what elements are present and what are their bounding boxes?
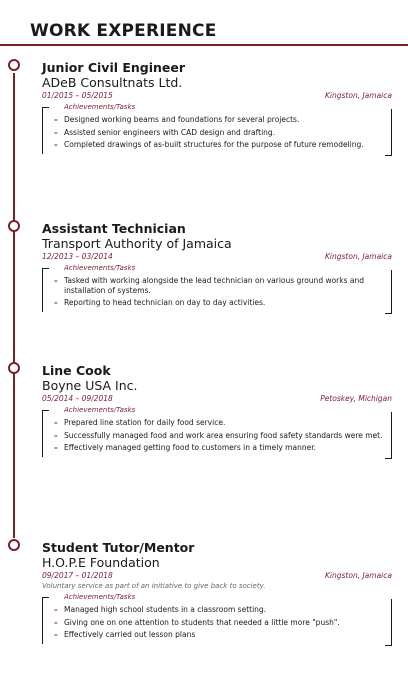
bracket-right xyxy=(385,412,392,459)
task-text: Designed working beams and foundations for several projects. xyxy=(64,115,300,124)
location: Petoskey, Michigan xyxy=(320,394,392,403)
entry-note: Voluntary service as part of an initiative to give back to society. xyxy=(42,582,266,590)
achievements-label: Achievements/Tasks xyxy=(64,406,136,414)
achievements-box xyxy=(42,406,392,457)
experience-entry xyxy=(42,540,392,644)
experience-entry xyxy=(42,363,392,457)
date-range: 12/2013 – 03/2014 xyxy=(42,252,113,261)
task-text: Prepared line station for daily food service. xyxy=(64,418,226,427)
experience-entry xyxy=(42,221,392,312)
task-item xyxy=(54,605,384,615)
date-range: 01/2015 – 05/2015 xyxy=(42,91,113,100)
task-text: Tasked with working alongside the lead technician on various ground works and installation of systems. xyxy=(64,276,365,295)
bracket-left xyxy=(42,268,49,312)
date-range: 05/2014 – 09/2018 xyxy=(42,394,113,403)
employer: Boyne USA Inc. xyxy=(42,378,138,393)
achievements-label: Achievements/Tasks xyxy=(64,103,136,111)
task-text: Managed high school students in a classroom setting. xyxy=(64,605,267,614)
location: Kingston, Jamaica xyxy=(325,252,392,261)
dash-bullet: – xyxy=(54,430,58,440)
dash-bullet: – xyxy=(54,298,58,307)
task-item xyxy=(54,140,384,150)
task-item xyxy=(54,443,384,453)
task-text: Reporting to head technician on day to day activities. xyxy=(64,298,266,307)
dash-bullet: – xyxy=(54,115,58,124)
task-text: Assisted senior engineers with CAD design and drafting. xyxy=(64,127,276,137)
bracket-right xyxy=(385,270,392,314)
achievements-label: Achievements/Tasks xyxy=(64,593,136,601)
task-text: Giving one on one attention to students that needed a little more "push". xyxy=(64,617,340,627)
dash-bullet: – xyxy=(54,443,58,452)
task-item xyxy=(54,431,384,441)
location: Kingston, Jamaica xyxy=(325,571,392,580)
bracket-right xyxy=(385,109,392,156)
timeline-line xyxy=(13,73,15,538)
bracket-left xyxy=(42,410,49,457)
task-text: Effectively carried out lesson plans xyxy=(64,630,196,639)
task-text: Effectively managed getting food to customers in a timely manner. xyxy=(64,443,316,452)
dash-bullet: – xyxy=(54,127,58,137)
bracket-left xyxy=(42,597,49,644)
job-title: Junior Civil Engineer xyxy=(42,60,186,75)
dash-bullet: – xyxy=(54,605,58,614)
job-title: Line Cook xyxy=(42,363,111,378)
dash-bullet: – xyxy=(54,418,58,427)
achievements-box xyxy=(42,593,392,644)
timeline-node xyxy=(8,539,20,551)
task-text: Successfully managed food and work area ensuring food safety standards were met. xyxy=(64,430,383,440)
task-item xyxy=(54,276,384,295)
section-title-rule xyxy=(0,44,408,46)
bracket-left xyxy=(42,107,49,154)
achievements-box xyxy=(42,103,392,154)
entry-meta xyxy=(42,91,392,101)
job-title: Assistant Technician xyxy=(42,221,186,236)
task-item xyxy=(54,115,384,125)
achievements-label: Achievements/Tasks xyxy=(64,264,136,272)
employer: ADeB Consultnats Ltd. xyxy=(42,75,183,90)
timeline-node xyxy=(8,59,20,71)
achievements-box xyxy=(42,264,392,312)
employer: H.O.P.E Foundation xyxy=(42,555,160,570)
employer: Transport Authority of Jamaica xyxy=(42,236,232,251)
dash-bullet: – xyxy=(54,276,58,285)
task-item xyxy=(54,128,384,138)
dash-bullet: – xyxy=(54,617,58,627)
timeline-node xyxy=(8,220,20,232)
task-text: Completed drawings of as-built structures for the purpose of future remodeling. xyxy=(64,140,364,149)
job-title: Student Tutor/Mentor xyxy=(42,540,195,555)
date-range: 09/2017 – 01/2018 xyxy=(42,571,113,580)
section-title: WORK EXPERIENCE xyxy=(30,21,217,41)
dash-bullet: – xyxy=(54,140,58,149)
experience-entry xyxy=(42,60,392,154)
task-item xyxy=(54,618,384,628)
entry-meta xyxy=(42,252,392,262)
task-item xyxy=(54,630,384,640)
timeline-node xyxy=(8,362,20,374)
dash-bullet: – xyxy=(54,630,58,639)
location: Kingston, Jamaica xyxy=(325,91,392,100)
bracket-right xyxy=(385,599,392,646)
task-item xyxy=(54,298,384,308)
task-item xyxy=(54,418,384,428)
entry-meta xyxy=(42,571,392,581)
entry-meta xyxy=(42,394,392,404)
